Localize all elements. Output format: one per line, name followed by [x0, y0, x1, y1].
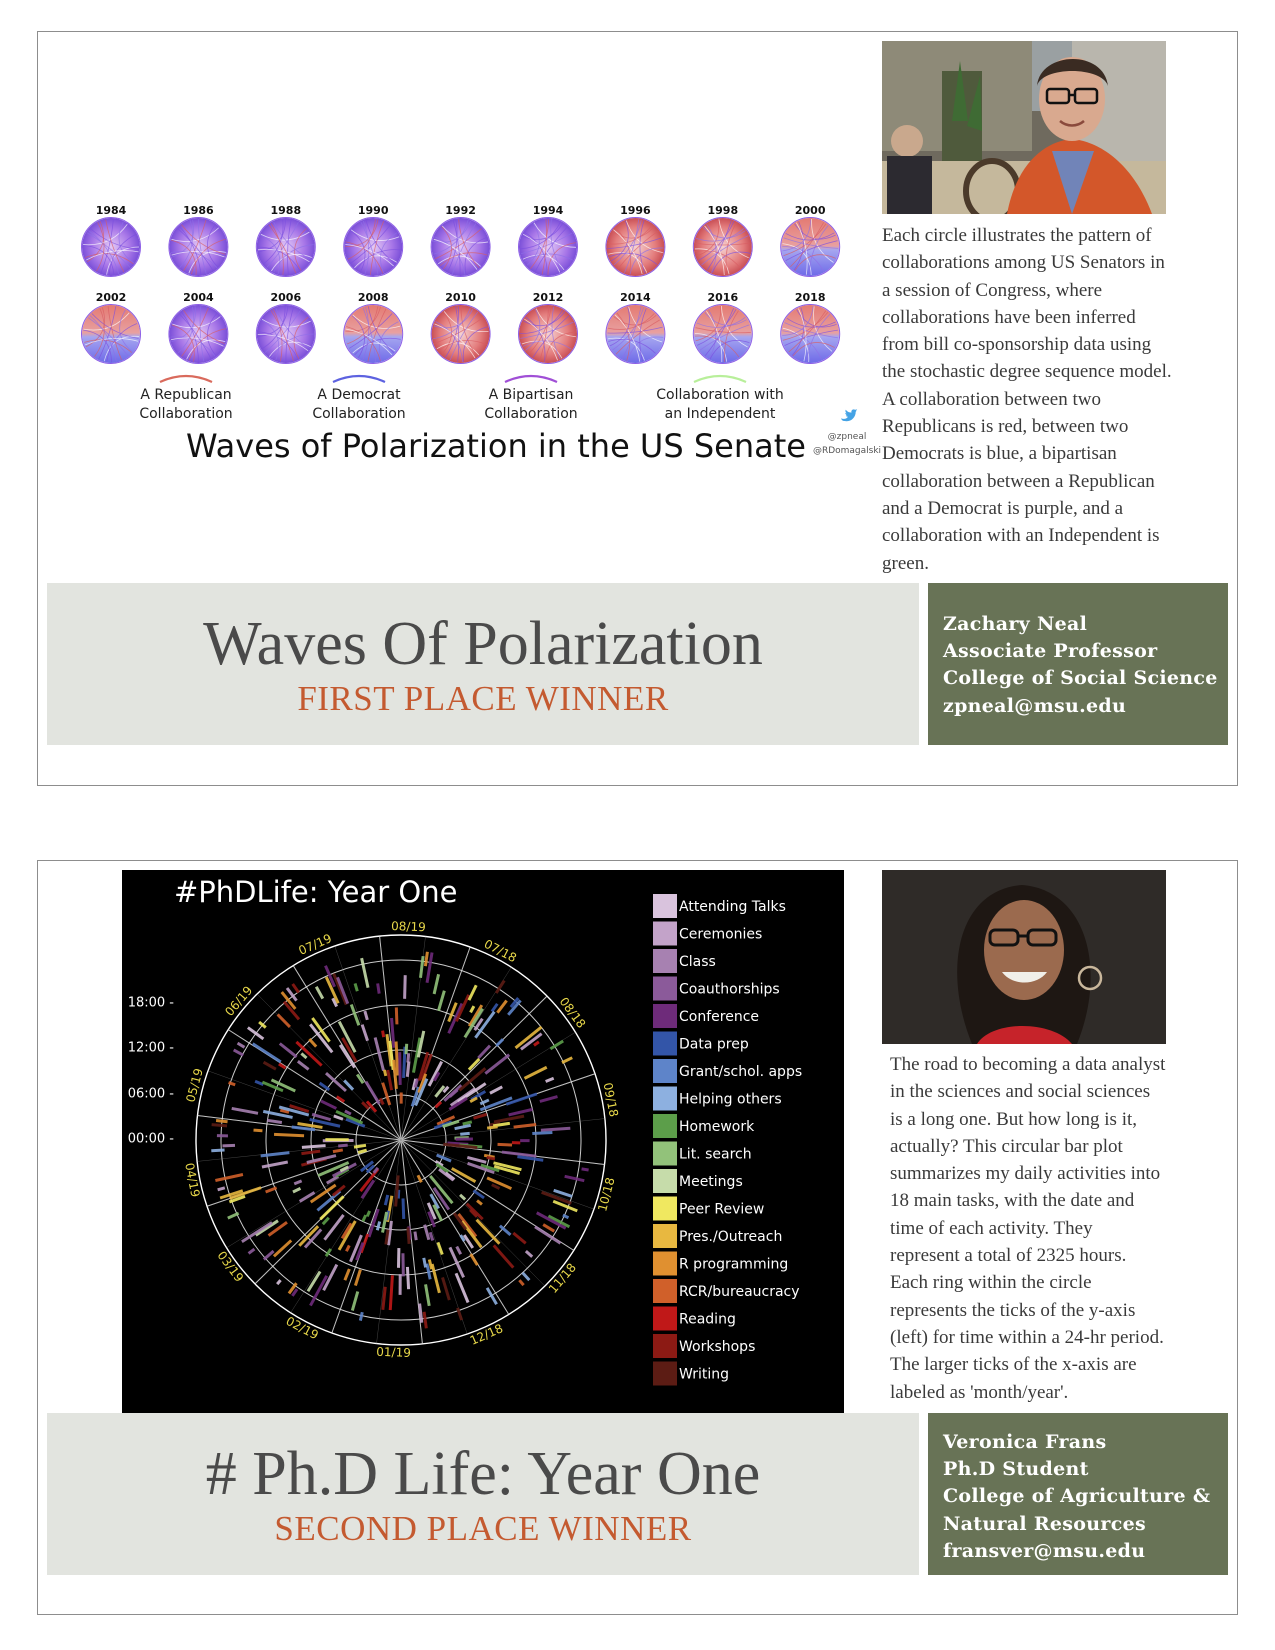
legend-item-3: [484, 376, 577, 422]
chord-circle-2018: [781, 291, 840, 364]
month-label: 07/19: [296, 931, 334, 958]
month-label: 11/18: [545, 1260, 579, 1296]
month-label: 03/19: [214, 1248, 247, 1285]
legend-label: Peer Review: [679, 1201, 765, 1218]
month-label: 02/19: [283, 1313, 321, 1343]
legend-label: Pres./Outreach: [679, 1229, 783, 1245]
title-banner-2: [47, 1413, 919, 1575]
twitter-icon: [841, 409, 857, 421]
year-label: 2004: [183, 291, 214, 304]
author-college-1: College of Social Science: [943, 667, 1218, 690]
year-label: 2018: [794, 291, 826, 304]
legend-label: Coauthorships: [679, 981, 780, 998]
year-label: 2002: [95, 291, 127, 304]
legend-label: Meetings: [679, 1174, 743, 1190]
chord-circle-2008: [344, 291, 403, 364]
legend-label: Lit. search: [679, 1146, 752, 1163]
y-tick-label: 06:00 -: [127, 1086, 174, 1102]
year-label: 1988: [270, 204, 302, 217]
y-tick-label: 18:00 -: [127, 995, 174, 1011]
winner-card-second: [37, 860, 1238, 1615]
year-label: 1984: [95, 204, 127, 217]
year-label: 1996: [620, 204, 651, 217]
year-label: 2012: [532, 291, 564, 304]
legend-item-1: [139, 376, 232, 422]
chord-circle-2004: [169, 291, 228, 364]
chord-circle-1992: [431, 204, 490, 277]
author-role-2: Ph.D Student: [943, 1458, 1089, 1481]
author-role-1: Associate Professor: [943, 640, 1158, 663]
legend-label: R programming: [679, 1256, 789, 1273]
author-college-2a: College of Agriculture &: [943, 1485, 1211, 1508]
chord-circle-2002: [82, 291, 141, 364]
chord-circle-1994: [519, 204, 578, 277]
legend-label: Ceremonies: [679, 926, 763, 943]
chord-circle-2016: [693, 291, 752, 364]
month-label: 06/19: [222, 983, 256, 1019]
phd-life-circular-bar-plot: [122, 870, 844, 1435]
month-label: 09/18: [600, 1081, 621, 1119]
author-info-2: [928, 1413, 1228, 1575]
chord-circle-2000: [781, 204, 840, 277]
legend-label: RCR/bureaucracy: [679, 1284, 800, 1300]
legend-label: Attending Talks: [679, 899, 786, 915]
photo-veronica-frans: [882, 870, 1166, 1044]
legend-label: Conference: [679, 1009, 760, 1025]
month-label: 08/19: [390, 919, 426, 935]
year-label: 2016: [707, 291, 739, 304]
chord-circle-1996: [606, 204, 665, 277]
legend-label: Homework: [679, 1119, 755, 1135]
month-label: 07/18: [481, 936, 519, 966]
y-tick-label: 12:00 -: [127, 1040, 174, 1056]
legend-label: Collaboration with: [656, 387, 784, 403]
author-email-2[interactable]: fransver@msu.edu: [943, 1539, 1146, 1562]
author-college-2b: Natural Resources: [943, 1512, 1146, 1535]
chord-circle-2014: [606, 291, 665, 364]
legend-label: Grant/schol. apps: [679, 1064, 803, 1080]
submission-title-1: Waves Of Polarization: [203, 610, 763, 678]
chord-circle-1984: [82, 204, 141, 277]
month-label: 05/19: [183, 1066, 206, 1104]
twitter-handle-2: @RDomagalski: [812, 446, 882, 456]
month-label: 10/18: [595, 1175, 618, 1214]
legend-label: A Republican: [140, 387, 232, 403]
legend-label: A Bipartisan: [488, 387, 574, 403]
legend-label: Class: [679, 954, 716, 970]
legend-item-4: [656, 376, 783, 422]
author-info-1: [928, 583, 1228, 745]
legend-item-2: [312, 376, 405, 422]
year-label: 2010: [445, 291, 476, 304]
author-name-1: Zachary Neal: [943, 613, 1088, 635]
month-label: 01/19: [376, 1344, 412, 1360]
year-label: 2000: [794, 204, 826, 217]
year-label: 1990: [357, 204, 389, 217]
legend-label: Helping others: [679, 1091, 782, 1108]
year-label: 1986: [183, 204, 214, 217]
legend-label: Writing: [679, 1366, 729, 1383]
chord-circle-1990: [344, 204, 403, 277]
chord-circle-1998: [693, 204, 752, 277]
winner-card-first: [37, 31, 1238, 786]
chord-circle-2006: [256, 291, 315, 364]
year-label: 1994: [532, 204, 564, 217]
year-label: 2014: [620, 291, 651, 304]
viz-title: Waves of Polarization in the US Senate: [186, 427, 806, 465]
year-label: 1998: [707, 204, 739, 217]
legend-label: Workshops: [679, 1339, 756, 1355]
year-label: 2008: [357, 291, 389, 304]
year-label: 1992: [445, 204, 476, 217]
author-email-1[interactable]: zpneal@msu.edu: [943, 694, 1127, 717]
caption-text-1: Each circle illustrates the pattern of collaborations among US Senators in a session of Congress, where collaborations have been inferred from bill co-sponsorship data using the stochastic degree sequence model. A collaboration between two Republicans is red, between two Democrats is blue, a bipartisan collaboration between a Republican and a Democrat is purple, and a collaboration with an Independent is green.: [882, 225, 1172, 574]
chord-circle-2012: [519, 291, 578, 364]
month-label: 12/18: [467, 1321, 506, 1348]
chord-circle-1988: [256, 204, 315, 277]
plot-title: #PhDLife: Year One: [174, 875, 458, 909]
legend-label: Data prep: [679, 1036, 749, 1053]
submission-title-2: # Ph.D Life: Year One: [205, 1440, 761, 1508]
legend-label: A Democrat: [317, 387, 401, 403]
award-subtitle-1: FIRST PLACE WINNER: [297, 679, 669, 718]
legend-label: Reading: [679, 1311, 736, 1328]
polarization-visualization: [78, 172, 938, 502]
chord-circle-1986: [169, 204, 228, 277]
year-label: 2006: [270, 291, 302, 304]
legend-label: Collaboration: [312, 406, 406, 422]
author-name-2: Veronica Frans: [943, 1431, 1107, 1453]
twitter-handle-1: @zpneal: [827, 432, 867, 442]
photo-zachary-neal: [882, 41, 1166, 214]
legend-label: Collaboration: [139, 406, 233, 422]
chord-circle-2010: [431, 291, 490, 364]
month-label: 04/19: [182, 1161, 203, 1199]
caption-text-2: The road to becoming a data analyst in the sciences and social sciences is a long one. But how long is it, actually? This circular bar plot summarizes my daily activities into 18 main tasks, with the date and time of each activity. They represent a total of 2325 hours. Each ring within the circle represents the ticks of the y-axis (left) for time within a 24-hr period. The larger ticks of the x-axis are labeled as 'month/year'.: [890, 1054, 1166, 1403]
title-banner-1: [47, 583, 919, 745]
month-label: 08/18: [556, 994, 589, 1031]
legend-label: an Independent: [664, 406, 776, 422]
award-subtitle-2: SECOND PLACE WINNER: [274, 1509, 692, 1548]
y-tick-label: 00:00 -: [127, 1131, 174, 1147]
legend-label: Collaboration: [484, 406, 578, 422]
